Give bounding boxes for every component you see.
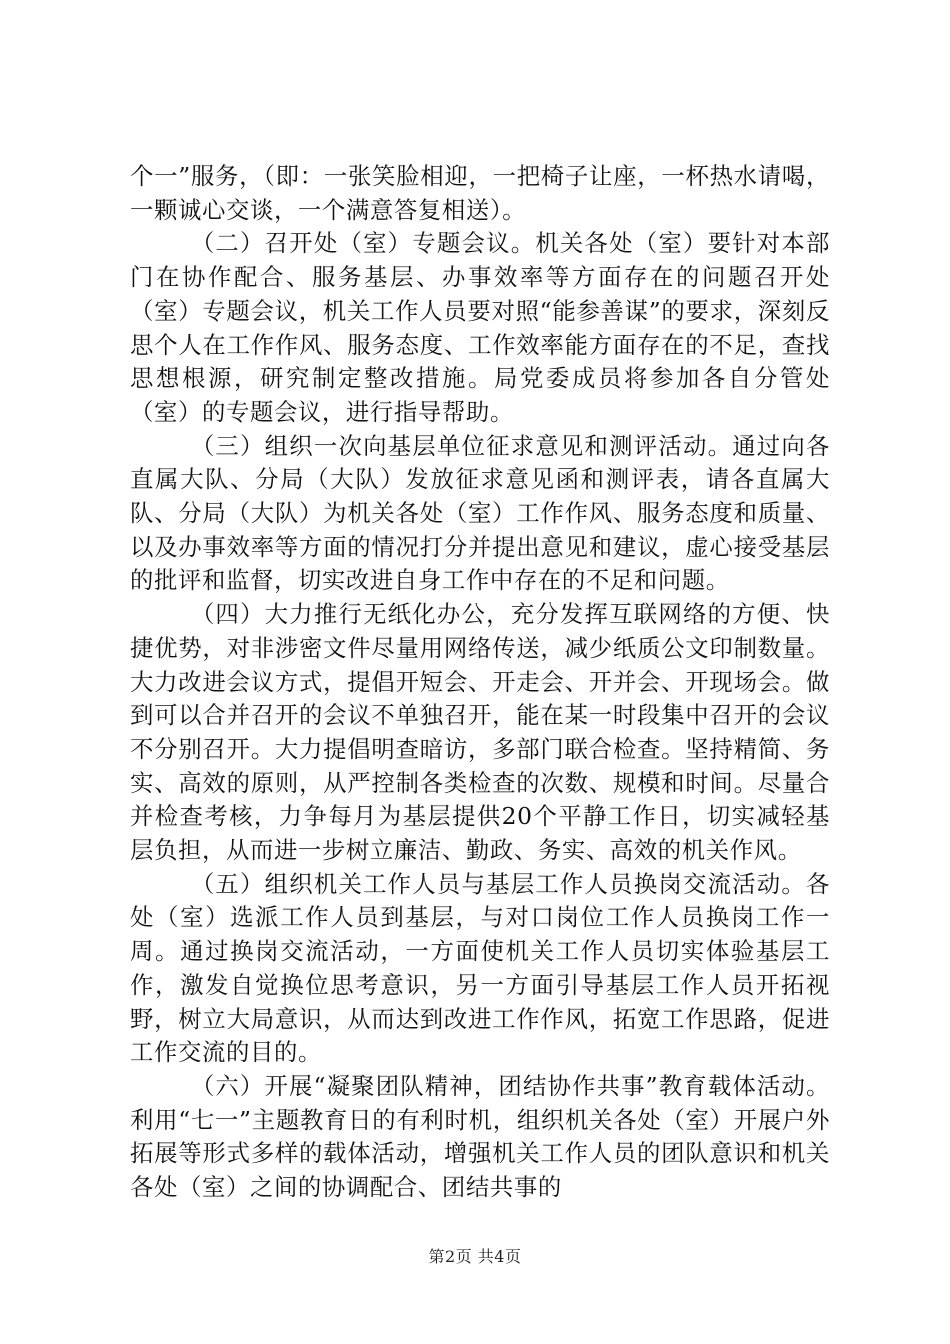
paragraph-3: （三）组织一次向基层单位征求意见和测评活动。通过向各直属大队、分局（大队）发放征求意见函和测评表，请各直属大队、分局（大队）为机关各处（室）工作作风、服务态度和质量、以及办事效率等方面的情况打分并提出意见和建议，虚心接受基层的批评和监督，切实改进自身工作中存在的不足和问题。	[130, 431, 830, 595]
paragraph-4: （四）大力推行无纸化办公，充分发挥互联网络的方便、快捷优势，对非涉密文件尽量用网络传送，减少纸质公文印制数量。大力改进会议方式，提倡开短会、开走会、开并会、开现场会。做到可以合并召开的会议不单独召开，能在某一时段集中召开的会议不分别召开。大力提倡明查暗访，多部门联合检查。坚持精简、务实、高效的原则，从严控制各类检查的次数、规模和时间。尽量合并检查考核，力争每月为基层提供20个平静工作日，切实减轻基层负担，从而进一步树立廉洁、勤政、务实、高效的机关作风。	[130, 600, 830, 865]
paragraph-1: 个一”服务，（即：一张笑脸相迎，一把椅子让座，一杯热水请喝，一颗诚心交谈，一个满意答复相送）。	[130, 162, 830, 224]
paragraph-6: （六）开展“凝聚团队精神，团结协作共事”教育载体活动。利用“七一”主题教育日的有利时机，组织机关各处（室）开展户外拓展等形式多样的载体活动，增强机关工作人员的团队意识和机关各处（室）之间的协调配合、团结共事的	[130, 1071, 830, 1202]
paragraph-5: （五）组织机关工作人员与基层工作人员换岗交流活动。各处（室）选派工作人员到基层，与对口岗位工作人员换岗工作一周。通过换岗交流活动，一方面使机关工作人员切实体验基层工作，激发自觉换位思考意识，另一方面引导基层工作人员开拓视野，树立大局意识，从而达到改进工作作风，拓宽工作思路，促进工作交流的目的。	[130, 869, 830, 1067]
page-footer: 第2页 共4页	[428, 1247, 522, 1266]
document-body	[130, 160, 830, 1205]
paragraph-2: （二）召开处（室）专题会议。机关各处（室）要针对本部门在协作配合、服务基层、办事效率等方面存在的问题召开处（室）专题会议，机关工作人员要对照“能参善谋”的要求，深刻反思个人在工作作风、服务态度、工作效率能方面存在的不足，查找思想根源，研究制定整改措施。局党委成员将参加各自分管处（室）的专题会议，进行指导帮助。	[130, 229, 830, 426]
